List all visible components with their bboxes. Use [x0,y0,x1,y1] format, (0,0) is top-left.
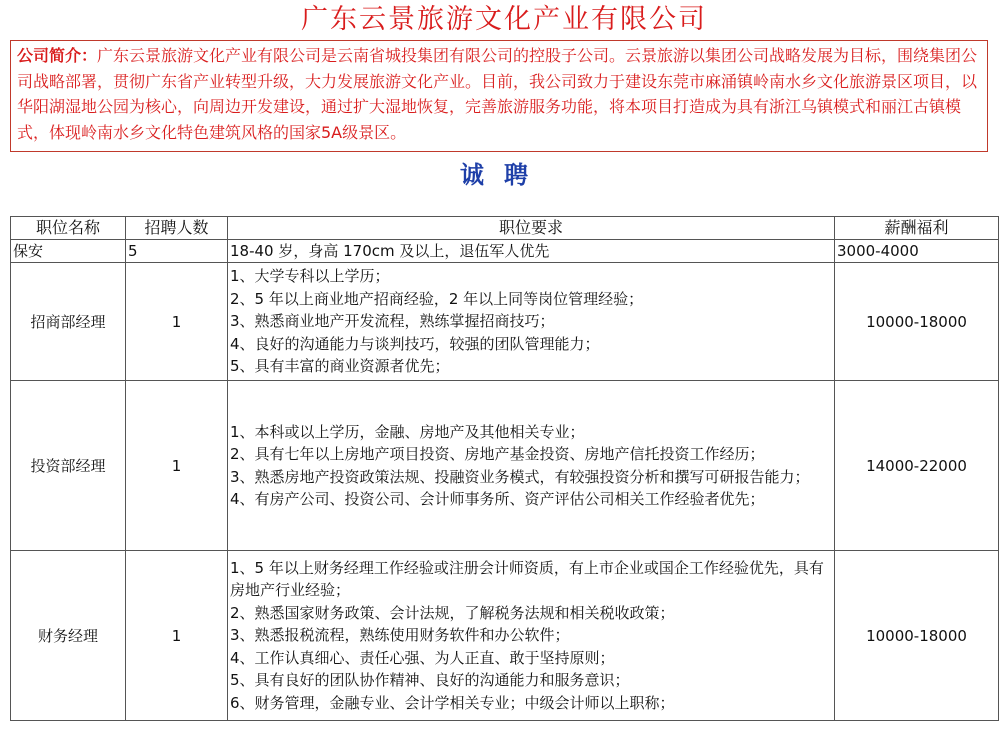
header-salary: 薪酬福利 [835,217,999,240]
requirements-cell: 18-40 岁，身高 170cm 及以上，退伍军人优先 [228,240,835,263]
requirement-item: 1、大学专科以上学历； [230,267,390,286]
header-requirements: 职位要求 [228,217,835,240]
intro-text: 广东云景旅游文化产业有限公司是云南省城投集团有限公司的控股子公司。云景旅游以集团公司战略发展为目标，围绕集团公司战略部署，贯彻广东省产业转型升级，大力发展旅游文化产业。目前，我公司致力于建设东莞市麻涌镇岭南水乡文化旅游景区项目，以华阳湖湿地公园为核心，向周边开发建设，通过扩大湿地恢复，完善旅游服务功能，将本项目打造成为具有浙江乌镇模式和丽江古镇模式，体现岭南水乡文化特色建筑风格的国家5A级景区。 [17,46,978,142]
count-cell: 5 [126,240,228,263]
requirement-item: 5、具有丰富的商业资源者优先； [230,357,450,376]
requirements-cell [228,551,835,721]
position-cell: 投资部经理 [11,381,126,551]
requirement-item: 4、良好的沟通能力与谈判技巧，较强的团队管理能力； [230,334,600,353]
requirement-item: 5、具有良好的团队协作精神、良好的沟通能力和服务意识； [230,671,630,690]
salary-cell: 14000-22000 [835,381,999,551]
position-cell: 财务经理 [11,551,126,721]
position-cell: 保安 [11,240,126,263]
requirement-item: 2、熟悉国家财务政策、会计法规，了解税务法规和相关税收政策； [230,603,675,622]
requirement-item: 1、5 年以上财务经理工作经验或注册会计师资质，有上市企业或国企工作经验优先，具有房地产行业经验； [230,558,824,600]
table-row [11,381,999,551]
salary-cell: 3000-4000 [835,240,999,263]
requirements-cell [228,263,835,381]
requirement-item: 4、工作认真细心、责任心强、为人正直、敢于坚持原则； [230,648,615,667]
salary-cell: 10000-18000 [835,263,999,381]
requirement-item: 4、有房产公司、投资公司、会计师事务所、资产评估公司相关工作经验者优先； [230,490,765,508]
job-table [10,216,999,721]
requirement-item: 6、财务管理，金融专业、会计学相关专业；中级会计师以上职称； [230,693,675,712]
requirement-item: 3、熟悉商业地产开发流程，熟练掌握招商技巧； [230,312,555,331]
hiring-heading: 诚聘 [460,161,548,189]
requirement-item: 3、熟悉报税流程，熟练使用财务软件和办公软件； [230,626,570,645]
count-cell: 1 [126,551,228,721]
intro-label: 公司简介： [17,46,98,65]
table-row [11,240,999,263]
company-intro-box [10,40,988,152]
requirement-item: 3、熟悉房地产投资政策法规、投融资业务模式，有较强投资分析和撰写可研报告能力； [230,467,810,486]
company-title: 广东云景旅游文化产业有限公司 [301,4,707,35]
count-cell: 1 [126,381,228,551]
requirement-item: 2、具有七年以上房地产项目投资、房地产基金投资、房地产信托投资工作经历； [230,445,765,463]
table-row [11,551,999,721]
count-cell: 1 [126,263,228,381]
position-cell: 招商部经理 [11,263,126,381]
requirements-cell [228,381,835,551]
salary-cell: 10000-18000 [835,551,999,721]
header-position: 职位名称 [11,217,126,240]
table-header-row [11,217,999,240]
requirement-item: 2、5 年以上商业地产招商经验，2 年以上同等岗位管理经验； [230,289,644,308]
requirement-item: 1、本科或以上学历，金融、房地产及其他相关专业； [230,422,585,441]
table-row [11,263,999,381]
header-count: 招聘人数 [126,217,228,240]
